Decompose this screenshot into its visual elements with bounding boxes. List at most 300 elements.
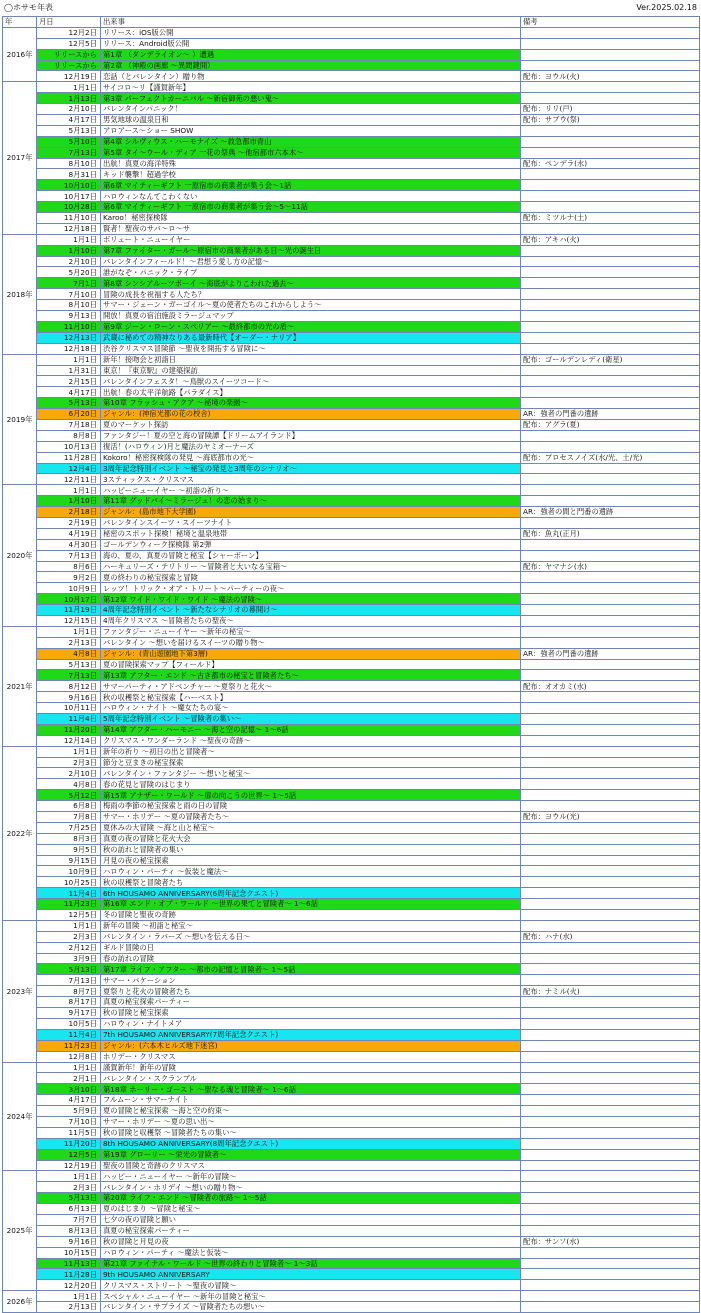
- note-cell: AR：強者の門番の遺跡: [521, 648, 700, 659]
- date-cell: 1月1日: [37, 1291, 101, 1302]
- table-row: [3, 169, 700, 180]
- note-cell: [521, 942, 700, 953]
- date-cell: 1月1日: [37, 1171, 101, 1182]
- year-cell: 2024年: [3, 1062, 37, 1171]
- date-cell: 12月19日: [37, 71, 101, 82]
- event-cell: サマーパーティ・アドベンチャー 〜夏祭りと花火〜: [101, 681, 521, 692]
- date-cell: 2月10日: [37, 768, 101, 779]
- timeline-table: [2, 16, 700, 1313]
- table-row: [3, 942, 700, 953]
- note-cell: [521, 1182, 700, 1193]
- date-cell: 9月16日: [37, 1236, 101, 1247]
- note-cell: [521, 376, 700, 387]
- event-cell: 第5章 タイ〜ウール・ディア 一花の祭典 〜他宿都市六本木〜: [101, 147, 521, 158]
- event-cell: サマー・バケーション: [101, 975, 521, 986]
- date-cell: 1月13日: [37, 93, 101, 104]
- table-row: [3, 1171, 700, 1182]
- date-cell: 9月13日: [37, 311, 101, 322]
- date-cell: 9月2日: [37, 572, 101, 583]
- table-row: [3, 1269, 700, 1280]
- date-cell: 7月10日: [37, 1116, 101, 1127]
- event-cell: 第1章 （ダンデライオン〜 ）遭遇: [101, 49, 521, 60]
- note-cell: [521, 670, 700, 681]
- note-cell: 配布：サブウ(祭): [521, 115, 700, 126]
- event-cell: クリスマス・ワンダーランド 〜聖夜の奇跡〜: [101, 735, 521, 746]
- date-cell: 12月5日: [37, 38, 101, 49]
- table-row: [3, 354, 700, 365]
- note-cell: [521, 659, 700, 670]
- date-cell: 12月5日: [37, 1149, 101, 1160]
- date-cell: 4月17日: [37, 115, 101, 126]
- date-cell: 5月13日: [37, 125, 101, 136]
- date-cell: 9月17日: [37, 1008, 101, 1019]
- table-row: [3, 746, 700, 757]
- event-cell: 夏祭りと花火の冒険者たち: [101, 986, 521, 997]
- date-cell: 11月4日: [37, 888, 101, 899]
- table-row: [3, 953, 700, 964]
- table-row: [3, 812, 700, 823]
- table-row: [3, 899, 700, 910]
- table-row: [3, 1204, 700, 1215]
- note-cell: [521, 93, 700, 104]
- note-cell: [521, 768, 700, 779]
- date-cell: 5月13日: [37, 1193, 101, 1204]
- table-row: [3, 365, 700, 376]
- event-cell: 渋谷クリスマス冒険節 〜聖夜を開拓する冒険に〜: [101, 343, 521, 354]
- event-cell: ハロウィン・ナイトメア: [101, 1018, 521, 1029]
- table-row: [3, 71, 700, 82]
- note-cell: [521, 572, 700, 583]
- year-cell: 2025年: [3, 1171, 37, 1291]
- note-cell: [521, 1127, 700, 1138]
- table-row: [3, 637, 700, 648]
- table-row: [3, 1073, 700, 1084]
- table-row: [3, 779, 700, 790]
- table-row: [3, 703, 700, 714]
- table-row: [3, 964, 700, 975]
- table-row: [3, 419, 700, 430]
- note-cell: [521, 202, 700, 213]
- date-cell: 4月30日: [37, 539, 101, 550]
- table-row: [3, 594, 700, 605]
- table-row: [3, 877, 700, 888]
- table-row: [3, 1008, 700, 1019]
- note-cell: [521, 1095, 700, 1106]
- event-cell: ジャンル：(神宿光都の花の校舎): [101, 409, 521, 420]
- table-row: [3, 398, 700, 409]
- date-cell: 11月4日: [37, 1029, 101, 1040]
- note-cell: [521, 1018, 700, 1029]
- note-cell: [521, 1008, 700, 1019]
- note-cell: [521, 1204, 700, 1215]
- note-cell: [521, 398, 700, 409]
- date-cell: 7月13日: [37, 670, 101, 681]
- table-row: [3, 507, 700, 518]
- table-row: [3, 1258, 700, 1269]
- date-cell: 2月3日: [37, 1182, 101, 1193]
- event-cell: 第15章 アナザー・ワールド 〜扉の向こうの世界〜 1〜5話: [101, 790, 521, 801]
- date-cell: 2月1日: [37, 1073, 101, 1084]
- timeline-body: [3, 27, 700, 1312]
- event-cell: 復活！(ハロウィン)月と魔法のヤミオーナーズ: [101, 441, 521, 452]
- table-row: [3, 670, 700, 681]
- event-cell: Kokoro！秘密探検隊の発見 〜海底都市の光〜: [101, 452, 521, 463]
- event-cell: 聖夜の冒険と奇跡のクリスマス: [101, 1160, 521, 1171]
- date-cell: 12月4日: [37, 463, 101, 474]
- table-row: [3, 1302, 700, 1313]
- table-row: [3, 648, 700, 659]
- event-cell: ギルド冒険の日: [101, 942, 521, 953]
- date-cell: 7月13日: [37, 147, 101, 158]
- date-cell: 11月28日: [37, 452, 101, 463]
- table-row: [3, 441, 700, 452]
- note-cell: [521, 441, 700, 452]
- table-row: [3, 768, 700, 779]
- note-cell: [521, 256, 700, 267]
- note-cell: [521, 615, 700, 626]
- note-cell: [521, 125, 700, 136]
- note-cell: [521, 1138, 700, 1149]
- table-row: [3, 1291, 700, 1302]
- header-row: [3, 17, 700, 28]
- date-cell: 10月9日: [37, 583, 101, 594]
- date-cell: 11月10日: [37, 321, 101, 332]
- date-cell: 10月25日: [37, 877, 101, 888]
- date-cell: 8月13日: [37, 1225, 101, 1236]
- date-cell: 5月13日: [37, 659, 101, 670]
- event-cell: 第17章 ライフ・アフター 〜都市の記憶と冒険者〜 1〜5話: [101, 964, 521, 975]
- sheet-title: ◯ホサモ年表: [4, 3, 53, 12]
- note-cell: [521, 430, 700, 441]
- table-row: [3, 38, 700, 49]
- note-cell: [521, 539, 700, 550]
- note-cell: 配布：リリ(戸): [521, 104, 700, 115]
- table-row: [3, 202, 700, 213]
- table-row: [3, 724, 700, 735]
- event-cell: 第14章 アフター・ハーモニー 〜海と空の記憶〜 1〜6話: [101, 724, 521, 735]
- table-row: [3, 245, 700, 256]
- event-cell: バレンタイン・ファンタジー 〜想いと秘宝〜: [101, 768, 521, 779]
- date-cell: 10月5日: [37, 1018, 101, 1029]
- note-cell: [521, 1171, 700, 1182]
- year-cell: 2021年: [3, 626, 37, 746]
- event-cell: 東京！『東京駅』の建築探訪: [101, 365, 521, 376]
- note-cell: 配布：ミツルナ(土): [521, 213, 700, 224]
- table-row: [3, 180, 700, 191]
- table-row: [3, 430, 700, 441]
- table-row: [3, 757, 700, 768]
- note-cell: 配布：ゴールデンレディ(衛星): [521, 354, 700, 365]
- table-row: [3, 289, 700, 300]
- table-row: [3, 376, 700, 387]
- event-cell: 8th HOUSAMO ANNIVERSARY(8周年記念クエスト): [101, 1138, 521, 1149]
- table-row: [3, 1051, 700, 1062]
- note-cell: [521, 223, 700, 234]
- note-cell: [521, 82, 700, 93]
- event-cell: 真夏の秘宝探索パーティー: [101, 997, 521, 1008]
- table-row: [3, 223, 700, 234]
- event-cell: ファンタジー・ニューイヤー 〜新年の秘宝〜: [101, 626, 521, 637]
- event-cell: 第7章 ファイター・ガール〜原宿市の商業者がある日〜光の誕生日: [101, 245, 521, 256]
- event-cell: リリース：iOS版公開: [101, 27, 521, 38]
- note-cell: [521, 975, 700, 986]
- date-cell: 1月1日: [37, 746, 101, 757]
- event-cell: 第11章 グッドバイ〜ミラージュ！の恋の始まり〜: [101, 496, 521, 507]
- date-cell: 2月13日: [37, 637, 101, 648]
- date-cell: 7月25日: [37, 822, 101, 833]
- note-cell: [521, 910, 700, 921]
- timeline-sheet: [2, 0, 699, 1313]
- date-cell: 8月6日: [37, 561, 101, 572]
- note-cell: 配布：オオカミ(水): [521, 681, 700, 692]
- note-cell: [521, 147, 700, 158]
- date-cell: リリースから: [37, 60, 101, 71]
- event-cell: 3スティックス・クリスマス: [101, 474, 521, 485]
- date-cell: 1月1日: [37, 354, 101, 365]
- table-row: [3, 539, 700, 550]
- event-cell: バレンタイン・ラバーズ 〜想いを伝える日〜: [101, 931, 521, 942]
- table-row: [3, 82, 700, 93]
- event-cell: バレンタイン 〜想いを届けるスイーツの贈り物〜: [101, 637, 521, 648]
- event-cell: 第13章 アフター・エンド 〜古き都市の秘宝と冒険者たち〜: [101, 670, 521, 681]
- note-cell: [521, 583, 700, 594]
- note-cell: AR：強者の門番の遺跡: [521, 409, 700, 420]
- note-cell: [521, 27, 700, 38]
- header-note: 備考: [521, 17, 700, 28]
- event-cell: 新年の祈り 〜初日の出と冒険者〜: [101, 746, 521, 757]
- event-cell: 第18章 ホーリー・ゴースト 〜聖なる魂と冒険者〜 1〜6話: [101, 1084, 521, 1095]
- note-cell: [521, 964, 700, 975]
- table-row: [3, 931, 700, 942]
- note-cell: 配布：プロセスノイズ(水/光、土/光): [521, 452, 700, 463]
- date-cell: 5月12日: [37, 790, 101, 801]
- event-cell: 秋の収穫祭と秘宝探索【ハーベスト】: [101, 692, 521, 703]
- table-row: [3, 517, 700, 528]
- event-cell: 新年！接吻会と初詣日: [101, 354, 521, 365]
- date-cell: 2月19日: [37, 517, 101, 528]
- date-cell: 10月17日: [37, 594, 101, 605]
- note-cell: [521, 1106, 700, 1117]
- table-row: [3, 528, 700, 539]
- date-cell: 11月19日: [37, 605, 101, 616]
- note-cell: [521, 920, 700, 931]
- table-row: [3, 496, 700, 507]
- table-row: [3, 1214, 700, 1225]
- note-cell: [521, 844, 700, 855]
- event-cell: バレンタインスイーツ・スイーツナイト: [101, 517, 521, 528]
- date-cell: 7月1日: [37, 278, 101, 289]
- date-cell: 1月1日: [37, 1062, 101, 1073]
- note-cell: [521, 877, 700, 888]
- event-cell: 夏のはじまり 〜冒険と秘宝〜: [101, 1204, 521, 1215]
- date-cell: 12月5日: [37, 910, 101, 921]
- date-cell: 2月10日: [37, 104, 101, 115]
- event-cell: 七夕の夜の冒険と願い: [101, 1214, 521, 1225]
- date-cell: 2月3日: [37, 931, 101, 942]
- note-cell: [521, 822, 700, 833]
- date-cell: 7月13日: [37, 550, 101, 561]
- note-cell: [521, 387, 700, 398]
- date-cell: 11月5日: [37, 1127, 101, 1138]
- event-cell: バレンタインフィールド！〜君想う愛し方の記憶〜: [101, 256, 521, 267]
- event-cell: ホリデー・クリスマス: [101, 1051, 521, 1062]
- event-cell: 春の訪れの冒険: [101, 953, 521, 964]
- note-cell: [521, 1160, 700, 1171]
- table-row: [3, 60, 700, 71]
- date-cell: 11月20日: [37, 724, 101, 735]
- date-cell: 8月12日: [37, 681, 101, 692]
- date-cell: 3月9日: [37, 953, 101, 964]
- note-cell: [521, 1291, 700, 1302]
- table-row: [3, 463, 700, 474]
- table-row: [3, 158, 700, 169]
- date-cell: 5月13日: [37, 964, 101, 975]
- table-row: [3, 659, 700, 670]
- event-cell: 第21章 ファイナル・ワールド 〜世界の終わりと冒険者〜 1〜3話: [101, 1258, 521, 1269]
- event-cell: 梅雨の季節の秘宝探索と雨の日の冒険: [101, 801, 521, 812]
- date-cell: 12月20日: [37, 1280, 101, 1291]
- table-row: [3, 343, 700, 354]
- table-row: [3, 1247, 700, 1258]
- event-cell: 第3章 パーフェクトカーニバル 〜新宿御苑の悪い鬼〜: [101, 93, 521, 104]
- event-cell: 冬の冒険と聖夜の奇跡: [101, 910, 521, 921]
- note-cell: [521, 1040, 700, 1051]
- table-row: [3, 844, 700, 855]
- event-cell: Karoo！秘密探検隊: [101, 213, 521, 224]
- date-cell: 10月28日: [37, 202, 101, 213]
- event-cell: レッツ！トリック・オア・トリート〜パーティーの夜〜: [101, 583, 521, 594]
- table-row: [3, 920, 700, 931]
- table-row: [3, 332, 700, 343]
- table-row: [3, 735, 700, 746]
- date-cell: 4月19日: [37, 528, 101, 539]
- table-row: [3, 1160, 700, 1171]
- table-row: [3, 615, 700, 626]
- note-cell: [521, 1225, 700, 1236]
- table-row: [3, 1236, 700, 1247]
- table-row: [3, 605, 700, 616]
- date-cell: 7月8日: [37, 812, 101, 823]
- note-cell: [521, 343, 700, 354]
- table-row: [3, 409, 700, 420]
- note-cell: [521, 245, 700, 256]
- event-cell: 春の花見と冒険のはじまり: [101, 779, 521, 790]
- header-date: 月日: [37, 17, 101, 28]
- note-cell: 配布：ヤマナシ(水): [521, 561, 700, 572]
- year-cell: 2019年: [3, 354, 37, 485]
- date-cell: 10月13日: [37, 441, 101, 452]
- table-row: [3, 1116, 700, 1127]
- note-cell: [521, 703, 700, 714]
- event-cell: 夏のマーケット探訪: [101, 419, 521, 430]
- event-cell: 夏の終わりの秘宝探索と冒険: [101, 572, 521, 583]
- note-cell: [521, 790, 700, 801]
- event-cell: バレンタインパニック！: [101, 104, 521, 115]
- date-cell: 1月10日: [37, 245, 101, 256]
- table-row: [3, 550, 700, 561]
- event-cell: クリスマス・ストリート 〜聖夜の冒険〜: [101, 1280, 521, 1291]
- event-cell: 第6章 マイティーギフト 一原宿市の商業者が集う会〜1話: [101, 180, 521, 191]
- event-cell: バレンタイン・スクランブル: [101, 1073, 521, 1084]
- note-cell: [521, 485, 700, 496]
- event-cell: ハロウィンなんてこわくない: [101, 191, 521, 202]
- date-cell: 4月8日: [37, 648, 101, 659]
- note-cell: [521, 60, 700, 71]
- table-row: [3, 321, 700, 332]
- event-cell: バレンタイン・サプライズ 〜冒険者たちの想い〜: [101, 1302, 521, 1313]
- note-cell: [521, 1062, 700, 1073]
- event-cell: 出航！真夏の海洋特殊: [101, 158, 521, 169]
- note-cell: [521, 1269, 700, 1280]
- note-cell: [521, 833, 700, 844]
- note-cell: [521, 1073, 700, 1084]
- note-cell: [521, 550, 700, 561]
- table-row: [3, 1225, 700, 1236]
- event-cell: 恋話（とバレンタイン）贈り物: [101, 71, 521, 82]
- table-row: [3, 1029, 700, 1040]
- table-row: [3, 474, 700, 485]
- table-row: [3, 692, 700, 703]
- table-row: [3, 213, 700, 224]
- event-cell: 第8章 シンシアルーツボーイ 〜海底がよりこわれた過去〜: [101, 278, 521, 289]
- table-row: [3, 278, 700, 289]
- date-cell: 12月18日: [37, 343, 101, 354]
- header-year: 年: [3, 17, 37, 28]
- date-cell: 4月8日: [37, 779, 101, 790]
- event-cell: ハロウィン・ナイト 〜魔女たちの宴〜: [101, 703, 521, 714]
- table-row: [3, 485, 700, 496]
- note-cell: 配布：ヨウル(光): [521, 812, 700, 823]
- event-cell: 秋の冒険と収穫祭 〜冒険者たちの集い〜: [101, 1127, 521, 1138]
- event-cell: 海の、夏の、真夏の冒険と秘宝【シャーボーン】: [101, 550, 521, 561]
- event-cell: ハッピー・ニューイヤー 〜新年の冒険〜: [101, 1171, 521, 1182]
- version-label: Ver.2025.02.18: [636, 3, 697, 12]
- note-cell: [521, 1258, 700, 1269]
- note-cell: [521, 278, 700, 289]
- year-cell: 2016年: [3, 27, 37, 81]
- note-cell: [521, 49, 700, 60]
- table-row: [3, 833, 700, 844]
- note-cell: [521, 692, 700, 703]
- date-cell: 12月11日: [37, 474, 101, 485]
- date-cell: 1月1日: [37, 626, 101, 637]
- note-cell: 配布：魚丸(正月): [521, 528, 700, 539]
- date-cell: リリースから: [37, 49, 101, 60]
- note-cell: [521, 735, 700, 746]
- event-cell: サマー・ジェーン・ガーゴイル〜夏の使者たちのこれからしよう〜: [101, 300, 521, 311]
- table-row: [3, 986, 700, 997]
- date-cell: 3月10日: [37, 1084, 101, 1095]
- table-row: [3, 888, 700, 899]
- table-row: [3, 1095, 700, 1106]
- header-event: 出来事: [101, 17, 521, 28]
- date-cell: 1月1日: [37, 234, 101, 245]
- table-row: [3, 125, 700, 136]
- event-cell: 第16章 エンド・オブ・ワールド 〜世界の果てと冒険者〜 1〜6話: [101, 899, 521, 910]
- date-cell: 11月20日: [37, 1138, 101, 1149]
- table-row: [3, 147, 700, 158]
- table-row: [3, 191, 700, 202]
- note-cell: 配布：アグラ(夏): [521, 419, 700, 430]
- event-cell: 月見の夜の秘宝探索: [101, 855, 521, 866]
- note-cell: [521, 332, 700, 343]
- date-cell: 1月1日: [37, 485, 101, 496]
- date-cell: 5月20日: [37, 267, 101, 278]
- event-cell: 賢者！聖夜のサバ〜ロ〜サ: [101, 223, 521, 234]
- table-row: [3, 681, 700, 692]
- event-cell: 第9章 ジーン・ローン・スペリアー 〜最終都市の光の盾〜: [101, 321, 521, 332]
- table-row: [3, 256, 700, 267]
